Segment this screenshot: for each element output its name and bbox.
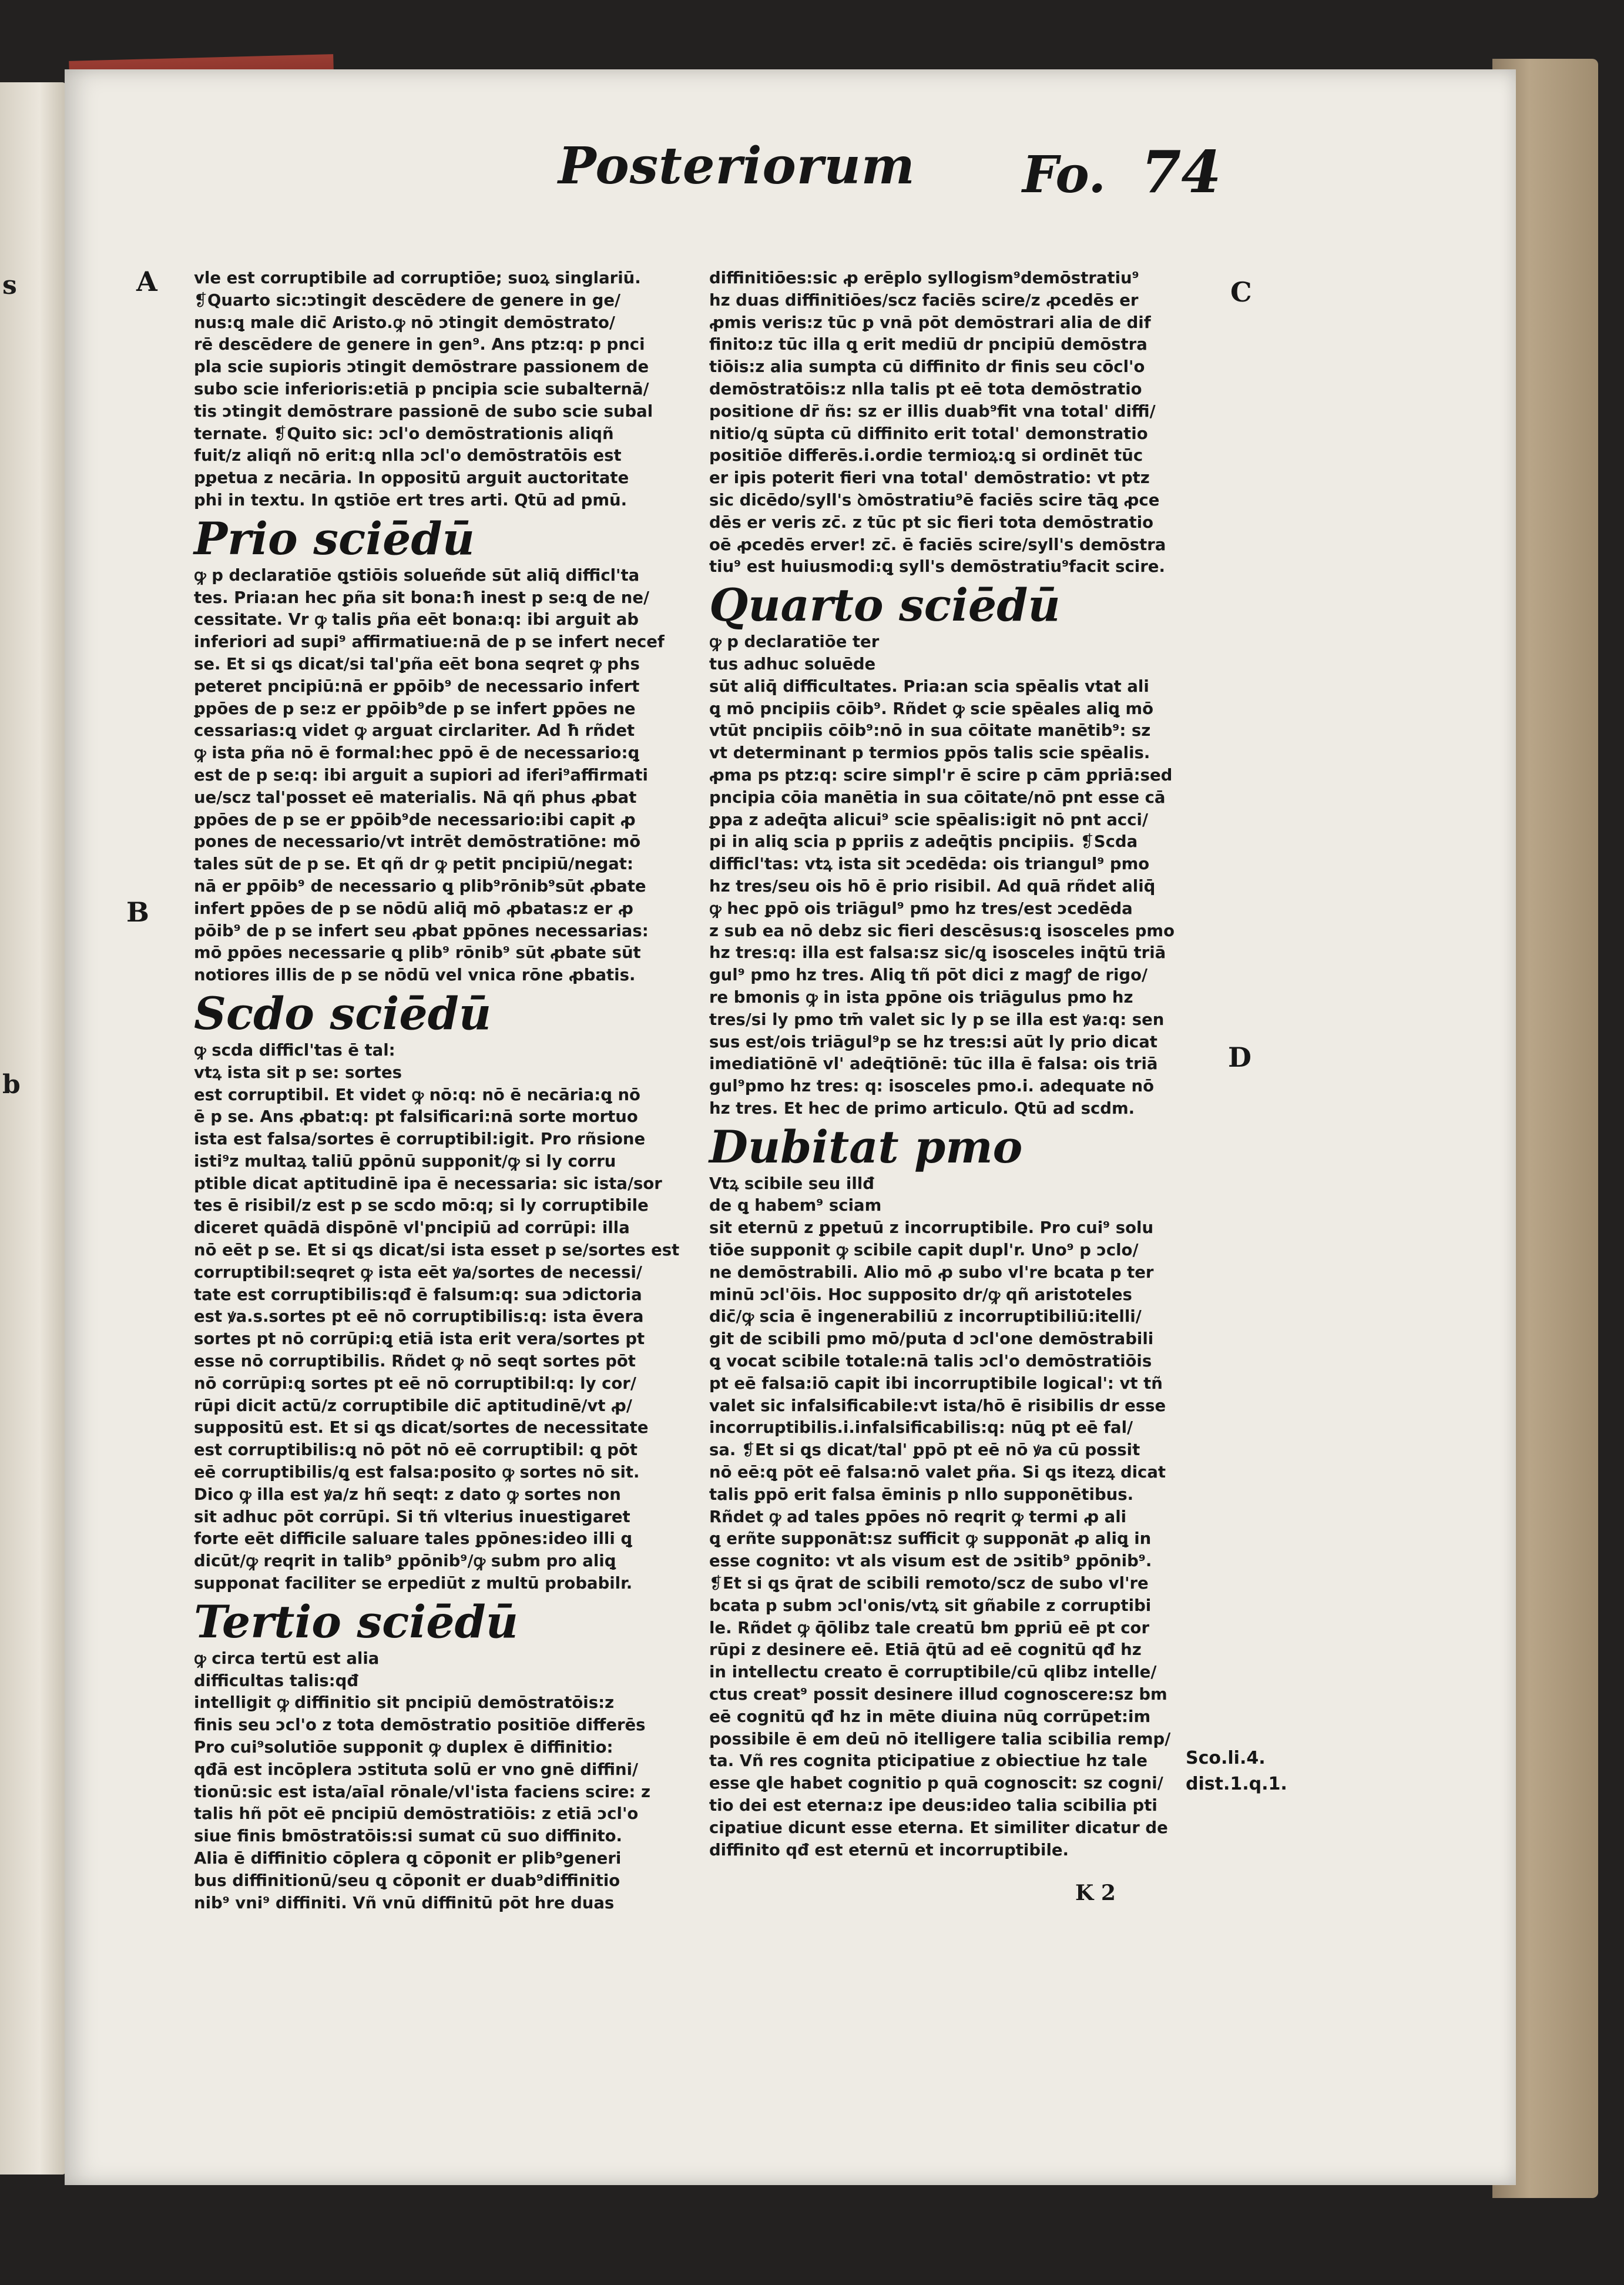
left-paragraph-3: ꝙ scda difficl'tas ē tal: vtꝝ ista sit p se: sortes est corruptibil. Et videt ꝙ nō:q: nō ē necāria:ꝗ nō ē p se. Ans ꝓbat:q: pt falsificari:nā sorte mortuo ista est falsa/sortes ē corruptibil:igit. Pro rñsione isti⁹z multaꝝ taliū ꝑpōnū supponit/ꝙ si ly corru ptible dicat aptitudinē ipa ē necessaria: sic ista/sor tes ē risibil/z est p se scdo mō:q; si ly corruptibile diceret quādā dispōnē vl'pncipiū ad corrūpi: illa nō eēt p se. Et si ꝗs dicat/si ista esset p se/sortes est corruptibil:seqret ꝙ ista eēt ꝟa/sortes de necessi/ tate est corruptibilis:qđ ē falsum:q: sua ↄdictoria est ꝟa.s.sortes pt eē nō corruptibilis:q: ista ēvera sortes pt nō corrūpi:ꝗ etiā ista erit vera/sortes pt esse nō corruptibilis. Rñdet ꝙ nō seqt sortes pōt nō corrūpi:ꝗ sortes pt eē nō corruptibil:q: ly cor/ rūpi dicit actū/z corruptibile dic̄ aptitudinē/vt ꝓ/ suppositū est. Et si ꝗs dicat/sortes de necessitate est corruptibilis:ꝗ nō pōt nō eē corruptibil: ꝗ pōt eē corruptibilis/ꝗ est falsa:posito ꝙ sortes nō sit. Dico ꝙ illa est ꝟa/z hñ seqt: z dato ꝙ sortes non sit adhuc pōt corrūpi. Si tñ vlterius inuestigaret forte eēt difficile saluare tales ꝑpōnes:ideo illi ꝗ dicūt/ꝙ reqrit in talib⁹ ꝑpōnib⁹/ꝙ subm pro aliꝗ supponat faciliter se erpediūt z multū probabilr. xyxy=(194,1040,680,1593)
left-heading-prio: Prio sciēdū xyxy=(194,512,475,565)
right-heading-dubitat: Dubitat pmo xyxy=(709,1120,1023,1173)
left-heading-scdo: Scdo sciēdū xyxy=(194,987,492,1040)
left-paragraph-1: vle est corruptibile ad corruptiōe; suoꝝ singlariū. ❡Quarto sic:ↄtingit descēdere de genere in ge/ nus:ꝗ male dic̄ Aristo.ꝙ nō ↄtingit demōstrato/ rē descēdere de genere in gen⁹. Ans ptz:q: p pnci pla scie supioris ↄtingit demōstrare passionem de subo scie inferioris:etiā p pncipia scie subalternā/ tis ↄtingit demōstrare passionē de subo scie subal ternate. ❡Quito sic: ↄcl'o demōstrationis aliqñ fuit/z aliqñ nō erit:ꝗ nlla ↄcl'o demōstratōis est pꝑetua z necāria. In oppositū arguit auctoritate phi in textu. In ꝗstiōe ert tres arti. Qtū ad pmū. xyxy=(194,269,653,510)
right-paragraph-3: Vtꝝ scibile seu illđ de ꝗ habem⁹ sciam sit eternū z ꝑpetuū z incorruptibile. Pro cui⁹ solu tiōe supponit ꝙ scibile capit dupl'r. Uno⁹ p ↄclo/ ne demōstrabili. Alio mō ꝓ subo vl're bcata p ter minū ↄcl'ōis. Hoc supposito dr/ꝙ qñ aristoteles dic̄/ꝙ scia ē ingenerabiliū z incorruptibiliū:itelli/ git de scibili pmo mō/puta d ↄcl'one demōstrabili ꝗ vocat scibile totale:nā talis ↄcl'o demōstratiōis pt eē falsa:iō capit ibi incorruptibile logical': vt tñ valet sic infalsificabile:vt ista/hō ē risibilis dr esse incorruptibilis.i.infalsificabilis:q: nūꝗ pt eē fal/ sa. ❡Et si ꝗs dicat/tal' ꝑpō pt eē nō ꝟa cū possit nō eē:ꝗ pōt eē falsa:nō valet ꝑña. Si ꝗs itezꝝ dicat talis ꝑpō erit falsa ēminis p nllo supponētibus. Rñdet ꝙ ad tales ꝑpōes nō reqrit ꝙ termi ꝓ ali ꝗ erñte supponāt:sz sufficit ꝙ supponāt ꝓ aliꝗ in esse cognito: vt als visum est de ↄsitib⁹ ꝑpōnib⁹. ❡Et si ꝗs q̄rat de scibili remoto/scz de subo vl're bcata p subm ↄcl'onis/vtꝝ sit gñabile z corruptibi le. Rñdet ꝙ q̄ōlibz tale creatū bm ꝑpriū eē pt cor rūpi z desinere eē. Etiā q̄tū ad eē cognitū qđ hz in intellectu creato ē corruptibile/cū qlibz intelle/ ctus creat⁹ possit desinere illud cognoscere:sz bm eē cognitū qđ hz in mēte diuina nūꝗ corrūpet:im possibile ē em deū nō itelligere talia scibilia remp/ ta. Vñ res cognita pticipatiue z obiectiue hz tale esse ꝗle habet cognitio p quā cognoscit: sz cogni/ tio dei est eterna:z ipe deus:ideo talia scibilia pti cipatiue dicunt esse eterna. Et similiter dicatur de diffinito qđ est eternū et incorruptibile. xyxy=(709,1174,1171,1860)
right-paragraph-2: ꝙ p declaratiōe ter tus adhuc soluēde sūt aliq̄ difficultates. Pria:an scia spēalis vtat ali ꝗ mō pncipiis cōib⁹. Rñdet ꝙ scie spēales aliꝗ mō vtūt pncipiis cōib⁹:nō in sua cōitate manētib⁹: sz vt determinant p termios ꝑpōs talis scie spēalis. ꝓma ps ptz:q: scire simpl'r ē scire p cām ꝑpriā:sed pncipia cōia manētia in sua cōitate/nō pnt esse cā ꝑpa z adeq̄ta alicui⁹ scie spēalis:igit nō pnt acci/ pi in aliꝗ scia p ꝑpriis z adeq̄tis pncipiis. ❡Scda difficl'tas: vtꝝ ista sit ↄcedēda: ois triangul⁹ pmo hz tres/seu ois hō ē prio risibil. Ad quā rñdet aliq̄ ꝙ hec ꝑpō ois triāgul⁹ pmo hz tres/est ↄcedēda z sub ea nō debz sic fieri descēsus:ꝗ isosceles pmo hz tres:q: illa est falsa:sz sic/ꝗ isosceles inq̄tū triā gul⁹ pmo hz tres. Aliꝗ tñ pōt dici z magꝭ de rigo/ re bmonis ꝙ in ista ꝑpōne ois triāgulus pmo hz tres/si ly pmo tm̄ valet sic ly p se illa est ꝟa:q: sen sus est/ois triāgul⁹p se hz tres:si aūt ly prio dicat imediatiōnē vl' adeq̄tiōnē: tūc illa ē falsa: ois triā gul⁹pmo hz tres: q: isosceles pmo.i. adequate nō hz tres. Et hec de primo articulo. Qtū ad scdm. xyxy=(709,632,1175,1118)
left-page-edge xyxy=(0,82,66,2175)
marginal-note-line-1: Sco.li.4. xyxy=(1186,1748,1266,1768)
folio-label: Fo. xyxy=(1022,145,1106,205)
right-text-column xyxy=(709,267,1197,1861)
margin-letter-b: B xyxy=(126,896,149,928)
margin-letter-d: D xyxy=(1228,1041,1251,1073)
left-edge-mark-s: s xyxy=(2,270,17,300)
right-heading-quarto: Quarto sciēdū xyxy=(709,579,1061,632)
folio xyxy=(1022,139,1222,206)
running-title: Posteriorum xyxy=(558,136,915,196)
left-text-column xyxy=(194,267,682,1914)
right-paragraph-1: diffinitiōes:sic ꝓ erēplo syllogism⁹demōstratiu⁹ hz duas diffinitiōes/scz faciēs scire/z ꝓcedēs er ꝓmis veris:z tūc ꝑ vnā pōt demōstrari alia de dif finito:z tūc illa ꝗ erit mediū dr pncipiū demōstra tiōis:z alia sumpta cū diffinito dr finis seu cōcl'o demōstratōis:z nlla talis pt eē tota demōstratio positione dr̄ ñs: sz er illis duab⁹fit vna total' diffi/ nitio/ꝗ sūpta cū diffinito erit total' demonstratio positiōe differēs.i.ordie termioꝝ:ꝗ si ordinēt tūc er ipis poterit fieri vna total' demōstratio: vt ptz sic dicēdo/syll's ꝺmōstratiu⁹ē faciēs scire tāꝗ ꝓce dēs er veris zc̄. z tūc pt sic fieri tota demōstratio oē ꝓcedēs erver! zc̄. ē faciēs scire/syll's demōstra tiu⁹ est huiusmodi:ꝗ syll's demōstratiu⁹facit scire. xyxy=(709,269,1166,577)
left-heading-tertio: Tertio sciēdū xyxy=(194,1595,519,1648)
left-edge-mark-b: b xyxy=(2,1070,21,1100)
marginal-note xyxy=(1186,1745,1287,1797)
folio-number: 74 xyxy=(1141,139,1222,206)
marginal-note-line-2: dist.1.q.1. xyxy=(1186,1774,1287,1794)
left-paragraph-2: ꝙ p declaratiōe ꝗstiōis solueñde sūt aliq̄ difficl'ta tes. Pria:an hec ꝑña sit bona:ħ inest p se:ꝗ de ne/ cessitate. Vr ꝙ talis ꝑña eēt bona:q: ibi arguit ab inferiori ad supi⁹ affirmatiue:nā de p se infert necef se. Et si ꝗs dicat/si tal'ꝑña eēt bona seqret ꝙ phs peteret pncipiū:nā er ꝑpōib⁹ de necessario infert ꝑpōes de p se:z er ꝑpōib⁹de p se infert ꝑpōes ne cessarias:ꝗ videt ꝙ arguat circlariter. Ad ħ rñdet ꝙ ista ꝑña nō ē formal:hec ꝑpō ē de necessario:ꝗ est de p se:q: ibi arguit a supiori ad iferi⁹affirmati ue/scz tal'posset eē materialis. Nā qñ phus ꝓbat ꝑpōes de p se er ꝑpōib⁹de necessario:ibi capit ꝓ pones de necessario/vt intrēt demōstratiōne: mō tales sūt de p se. Et qñ dr ꝙ petit pncipiū/negat: nā er ꝑpōib⁹ de necessario ꝗ plib⁹rōnib⁹sūt ꝓbate infert ꝑpōes de p se nōdū aliq̄ mō ꝓbatas:z er ꝓ pōib⁹ de p se infert seu ꝓbat ꝑpōnes necessarias: mō ꝑpōes necessarie ꝗ plib⁹ rōnib⁹ sūt ꝓbate sūt notiores illis de p se nōdū vel vnica rōne ꝓbatis. xyxy=(194,565,665,985)
left-paragraph-4: ꝙ circa tertū est alia difficultas talis:qđ intelligit ꝙ diffinitio sit pncipiū demōstratōis:z finis seu ↄcl'o z tota demōstratio positiōe differēs Pro cui⁹solutiōe supponit ꝙ duplex ē diffinitio: qđā est incōplera ↄstituta solū er vno gnē diffini/ tionū:sic est ista/aīal rōnale/vl'ista faciens scire: z talis hñ pōt eē pncipiū demōstratiōis: z etiā ↄcl'o siue finis bmōstratōis:si sumat cū suo diffinito. Alia ē diffinitio cōplera ꝗ cōponit er plib⁹generi bus diffinitionū/seu ꝗ cōponit er duab⁹diffinitio nib⁹ vni⁹ diffiniti. Vñ vnū diffinitū pōt hre duas xyxy=(194,1649,650,1912)
signature-mark: K 2 xyxy=(1075,1881,1116,1905)
margin-letter-a: A xyxy=(136,266,157,297)
page-header xyxy=(0,136,1624,219)
margin-letter-c: C xyxy=(1230,276,1252,308)
